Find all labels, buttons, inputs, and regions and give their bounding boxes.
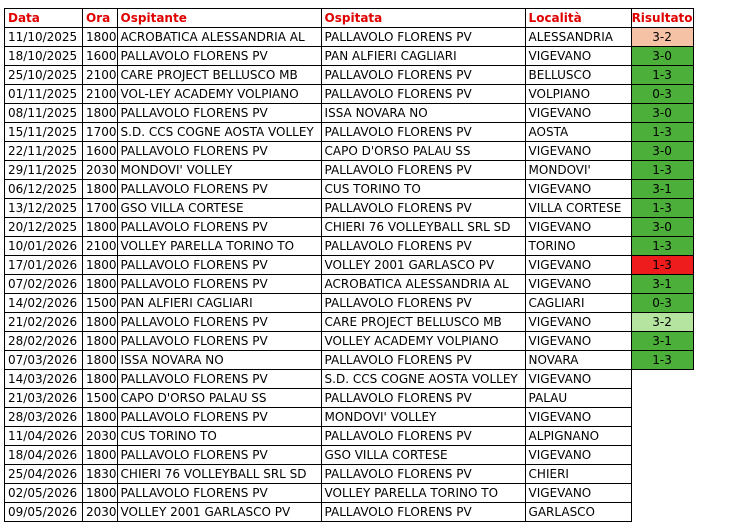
cell-time: 1800 <box>83 180 118 199</box>
cell-away-team: PALLAVOLO FLORENS PV <box>321 28 525 47</box>
cell-time: 1600 <box>83 142 118 161</box>
cell-location: VIGEVANO <box>525 104 631 123</box>
cell-date: 14/03/2026 <box>5 370 83 389</box>
table-row <box>5 465 694 484</box>
table-row <box>5 66 694 85</box>
cell-time: 1800 <box>83 104 118 123</box>
cell-time: 1800 <box>83 484 118 503</box>
cell-result <box>631 427 693 446</box>
cell-date: 11/10/2025 <box>5 28 83 47</box>
table-row <box>5 104 694 123</box>
cell-time: 2030 <box>83 161 118 180</box>
table-row <box>5 503 694 522</box>
table-row <box>5 237 694 256</box>
header-time: Ora <box>83 9 118 28</box>
cell-away-team: ISSA NOVARA NO <box>321 104 525 123</box>
cell-away-team: VOLLEY 2001 GARLASCO PV <box>321 256 525 275</box>
cell-result <box>631 408 693 427</box>
cell-time: 1500 <box>83 389 118 408</box>
table-row <box>5 180 694 199</box>
cell-time: 2100 <box>83 237 118 256</box>
cell-location: VIGEVANO <box>525 142 631 161</box>
cell-result: 3-0 <box>631 104 693 123</box>
cell-away-team: CHIERI 76 VOLLEYBALL SRL SD <box>321 218 525 237</box>
cell-away-team: PAN ALFIERI CAGLIARI <box>321 47 525 66</box>
cell-location: BELLUSCO <box>525 66 631 85</box>
table-row <box>5 85 694 104</box>
cell-away-team: PALLAVOLO FLORENS PV <box>321 389 525 408</box>
cell-away-team: CUS TORINO TO <box>321 180 525 199</box>
cell-result: 1-3 <box>631 351 693 370</box>
cell-home-team: PALLAVOLO FLORENS PV <box>117 47 321 66</box>
cell-time: 1800 <box>83 332 118 351</box>
cell-home-team: PALLAVOLO FLORENS PV <box>117 180 321 199</box>
cell-away-team: PALLAVOLO FLORENS PV <box>321 66 525 85</box>
cell-home-team: PALLAVOLO FLORENS PV <box>117 218 321 237</box>
table-row <box>5 370 694 389</box>
cell-home-team: CUS TORINO TO <box>117 427 321 446</box>
cell-result <box>631 446 693 465</box>
cell-time: 2100 <box>83 66 118 85</box>
table-row <box>5 28 694 47</box>
cell-away-team: MONDOVI' VOLLEY <box>321 408 525 427</box>
cell-away-team: PALLAVOLO FLORENS PV <box>321 465 525 484</box>
cell-result <box>631 503 693 522</box>
table-row <box>5 351 694 370</box>
table-row <box>5 408 694 427</box>
cell-result: 3-0 <box>631 142 693 161</box>
cell-date: 25/10/2025 <box>5 66 83 85</box>
cell-home-team: PALLAVOLO FLORENS PV <box>117 104 321 123</box>
cell-away-team: S.D. CCS COGNE AOSTA VOLLEY <box>321 370 525 389</box>
cell-date: 01/11/2025 <box>5 85 83 104</box>
header-row <box>5 9 694 28</box>
cell-home-team: VOL-LEY ACADEMY VOLPIANO <box>117 85 321 104</box>
cell-result: 3-2 <box>631 28 693 47</box>
cell-time: 1800 <box>83 408 118 427</box>
table-row <box>5 123 694 142</box>
cell-result: 3-2 <box>631 313 693 332</box>
cell-date: 22/11/2025 <box>5 142 83 161</box>
cell-result: 1-3 <box>631 66 693 85</box>
cell-time: 2100 <box>83 85 118 104</box>
cell-result: 3-1 <box>631 332 693 351</box>
cell-home-team: PALLAVOLO FLORENS PV <box>117 313 321 332</box>
cell-date: 07/02/2026 <box>5 275 83 294</box>
cell-away-team: PALLAVOLO FLORENS PV <box>321 161 525 180</box>
cell-time: 1800 <box>83 28 118 47</box>
cell-home-team: PALLAVOLO FLORENS PV <box>117 446 321 465</box>
cell-location: VILLA CORTESE <box>525 199 631 218</box>
cell-location: VIGEVANO <box>525 332 631 351</box>
cell-home-team: PAN ALFIERI CAGLIARI <box>117 294 321 313</box>
cell-result <box>631 465 693 484</box>
cell-away-team: PALLAVOLO FLORENS PV <box>321 294 525 313</box>
cell-away-team: PALLAVOLO FLORENS PV <box>321 351 525 370</box>
cell-location: VIGEVANO <box>525 408 631 427</box>
cell-result: 1-3 <box>631 123 693 142</box>
cell-date: 28/02/2026 <box>5 332 83 351</box>
cell-date: 17/01/2026 <box>5 256 83 275</box>
cell-home-team: PALLAVOLO FLORENS PV <box>117 408 321 427</box>
cell-time: 1830 <box>83 465 118 484</box>
cell-away-team: CAPO D'ORSO PALAU SS <box>321 142 525 161</box>
cell-date: 25/04/2026 <box>5 465 83 484</box>
cell-date: 21/03/2026 <box>5 389 83 408</box>
cell-home-team: GSO VILLA CORTESE <box>117 199 321 218</box>
cell-location: ALESSANDRIA <box>525 28 631 47</box>
cell-away-team: PALLAVOLO FLORENS PV <box>321 427 525 446</box>
cell-home-team: PALLAVOLO FLORENS PV <box>117 484 321 503</box>
cell-time: 1600 <box>83 47 118 66</box>
cell-location: CAGLIARI <box>525 294 631 313</box>
cell-time: 1800 <box>83 218 118 237</box>
cell-date: 07/03/2026 <box>5 351 83 370</box>
cell-home-team: PALLAVOLO FLORENS PV <box>117 142 321 161</box>
cell-date: 18/04/2026 <box>5 446 83 465</box>
cell-location: VIGEVANO <box>525 275 631 294</box>
header-result: Risultato <box>631 9 693 28</box>
cell-time: 1500 <box>83 294 118 313</box>
cell-time: 2030 <box>83 503 118 522</box>
cell-date: 09/05/2026 <box>5 503 83 522</box>
cell-time: 2030 <box>83 427 118 446</box>
cell-time: 1800 <box>83 446 118 465</box>
cell-location: VIGEVANO <box>525 484 631 503</box>
cell-home-team: CHIERI 76 VOLLEYBALL SRL SD <box>117 465 321 484</box>
table-row <box>5 446 694 465</box>
cell-away-team: PALLAVOLO FLORENS PV <box>321 503 525 522</box>
cell-home-team: ISSA NOVARA NO <box>117 351 321 370</box>
cell-result: 1-3 <box>631 237 693 256</box>
table-row <box>5 161 694 180</box>
cell-time: 1700 <box>83 123 118 142</box>
cell-date: 11/04/2026 <box>5 427 83 446</box>
cell-date: 29/11/2025 <box>5 161 83 180</box>
header-away-team: Ospitata <box>321 9 525 28</box>
cell-home-team: VOLLEY 2001 GARLASCO PV <box>117 503 321 522</box>
cell-time: 1700 <box>83 199 118 218</box>
cell-time: 1800 <box>83 351 118 370</box>
cell-result: 0-3 <box>631 294 693 313</box>
cell-location: CHIERI <box>525 465 631 484</box>
cell-location: VIGEVANO <box>525 218 631 237</box>
cell-away-team: PALLAVOLO FLORENS PV <box>321 123 525 142</box>
table-row <box>5 275 694 294</box>
cell-location: VOLPIANO <box>525 85 631 104</box>
table-row <box>5 256 694 275</box>
cell-home-team: ACROBATICA ALESSANDRIA AL <box>117 28 321 47</box>
cell-result <box>631 484 693 503</box>
cell-home-team: PALLAVOLO FLORENS PV <box>117 256 321 275</box>
table-row <box>5 199 694 218</box>
cell-date: 14/02/2026 <box>5 294 83 313</box>
header-home-team: Ospitante <box>117 9 321 28</box>
cell-away-team: PALLAVOLO FLORENS PV <box>321 85 525 104</box>
cell-location: VIGEVANO <box>525 446 631 465</box>
cell-location: AOSTA <box>525 123 631 142</box>
cell-location: VIGEVANO <box>525 256 631 275</box>
cell-home-team: MONDOVI' VOLLEY <box>117 161 321 180</box>
cell-date: 06/12/2025 <box>5 180 83 199</box>
cell-result: 3-1 <box>631 275 693 294</box>
cell-result: 3-1 <box>631 180 693 199</box>
cell-date: 15/11/2025 <box>5 123 83 142</box>
cell-date: 20/12/2025 <box>5 218 83 237</box>
cell-time: 1800 <box>83 370 118 389</box>
cell-time: 1800 <box>83 313 118 332</box>
cell-location: VIGEVANO <box>525 370 631 389</box>
cell-result: 1-3 <box>631 256 693 275</box>
cell-away-team: ACROBATICA ALESSANDRIA AL <box>321 275 525 294</box>
header-location: Località <box>525 9 631 28</box>
header-date: Data <box>5 9 83 28</box>
cell-result: 0-3 <box>631 85 693 104</box>
cell-location: VIGEVANO <box>525 47 631 66</box>
table-row <box>5 389 694 408</box>
cell-date: 08/11/2025 <box>5 104 83 123</box>
table-row <box>5 47 694 66</box>
cell-date: 28/03/2026 <box>5 408 83 427</box>
cell-result: 1-3 <box>631 199 693 218</box>
cell-time: 1800 <box>83 275 118 294</box>
cell-location: ALPIGNANO <box>525 427 631 446</box>
cell-location: MONDOVI' <box>525 161 631 180</box>
cell-home-team: VOLLEY PARELLA TORINO TO <box>117 237 321 256</box>
table-row <box>5 313 694 332</box>
cell-location: GARLASCO <box>525 503 631 522</box>
schedule-table <box>4 8 694 522</box>
cell-home-team: PALLAVOLO FLORENS PV <box>117 275 321 294</box>
cell-away-team: VOLLEY ACADEMY VOLPIANO <box>321 332 525 351</box>
cell-date: 13/12/2025 <box>5 199 83 218</box>
cell-date: 02/05/2026 <box>5 484 83 503</box>
cell-result: 3-0 <box>631 47 693 66</box>
cell-result <box>631 370 693 389</box>
cell-location: VIGEVANO <box>525 313 631 332</box>
cell-away-team: VOLLEY PARELLA TORINO TO <box>321 484 525 503</box>
cell-result <box>631 389 693 408</box>
cell-location: TORINO <box>525 237 631 256</box>
table-row <box>5 332 694 351</box>
table-row <box>5 427 694 446</box>
cell-date: 18/10/2025 <box>5 47 83 66</box>
table-row <box>5 484 694 503</box>
cell-date: 21/02/2026 <box>5 313 83 332</box>
cell-location: PALAU <box>525 389 631 408</box>
cell-home-team: PALLAVOLO FLORENS PV <box>117 332 321 351</box>
table-row <box>5 294 694 313</box>
cell-away-team: PALLAVOLO FLORENS PV <box>321 237 525 256</box>
table-row <box>5 218 694 237</box>
table-row <box>5 142 694 161</box>
cell-result: 3-0 <box>631 218 693 237</box>
cell-home-team: CARE PROJECT BELLUSCO MB <box>117 66 321 85</box>
cell-away-team: GSO VILLA CORTESE <box>321 446 525 465</box>
cell-result: 1-3 <box>631 161 693 180</box>
cell-home-team: S.D. CCS COGNE AOSTA VOLLEY <box>117 123 321 142</box>
cell-home-team: CAPO D'ORSO PALAU SS <box>117 389 321 408</box>
cell-time: 1800 <box>83 256 118 275</box>
cell-away-team: PALLAVOLO FLORENS PV <box>321 199 525 218</box>
cell-location: VIGEVANO <box>525 180 631 199</box>
cell-away-team: CARE PROJECT BELLUSCO MB <box>321 313 525 332</box>
cell-location: NOVARA <box>525 351 631 370</box>
cell-date: 10/01/2026 <box>5 237 83 256</box>
cell-home-team: PALLAVOLO FLORENS PV <box>117 370 321 389</box>
